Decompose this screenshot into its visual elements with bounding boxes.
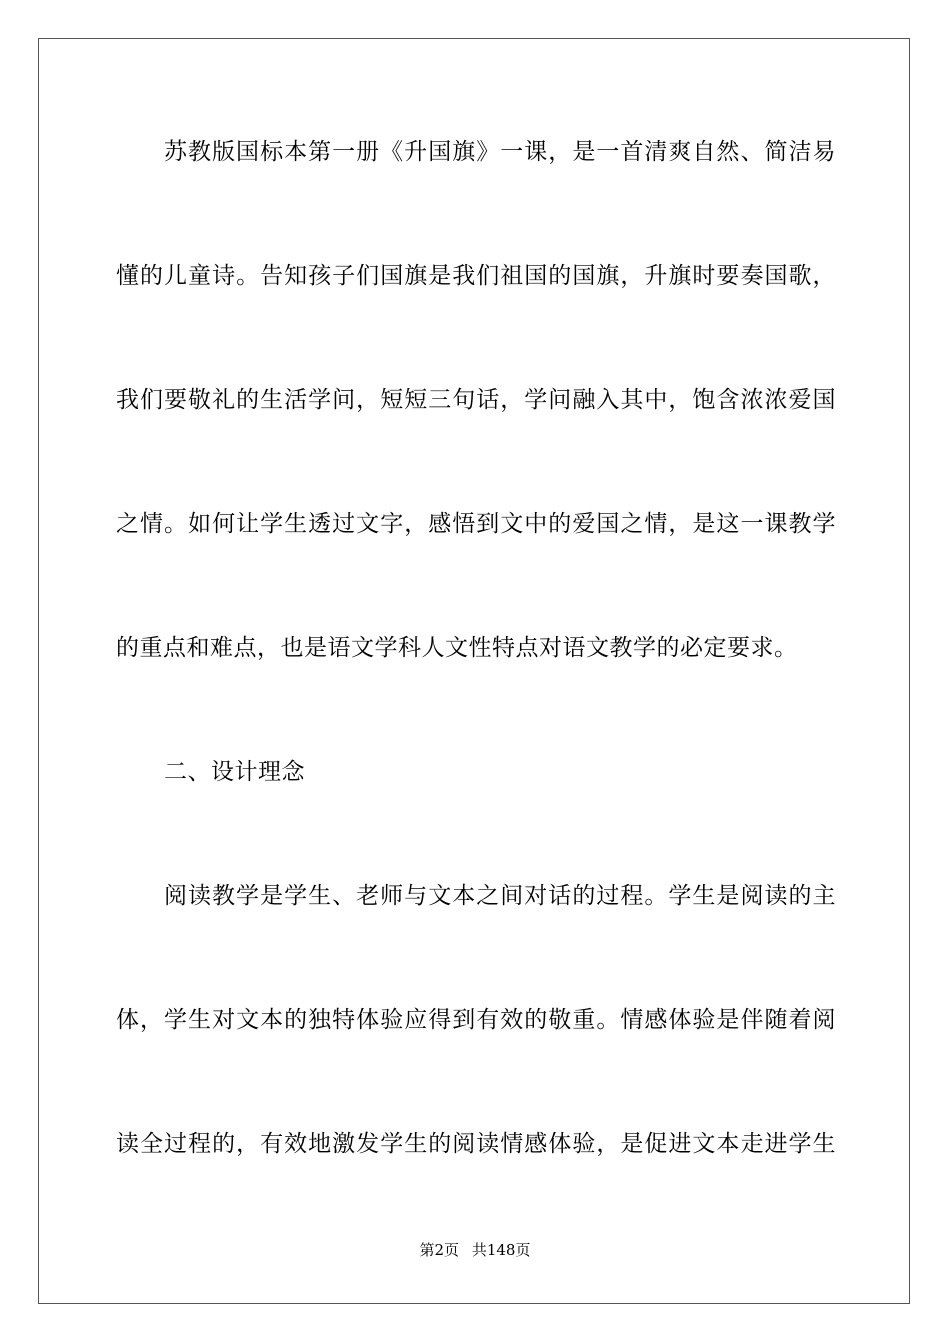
section-heading: 二、设计理念 xyxy=(164,759,305,785)
paragraph-1-line-5: 的重点和难点，也是语文学科人文性特点对语文教学的必定要求。 xyxy=(116,635,798,661)
paragraph-2-line-3: 读全过程的，有效地激发学生的阅读情感体验，是促进文本走进学生 xyxy=(116,1131,836,1157)
paragraph-1-line-3: 我们要敬礼的生活学问，短短三句话，学问融入其中，饱含浓浓爱国 xyxy=(116,387,836,413)
paragraph-1-line-4: 之情。如何让学生透过文字，感悟到文中的爱国之情，是这一课教学 xyxy=(116,511,836,537)
page-footer xyxy=(0,1240,950,1260)
page-total: 共148页 xyxy=(471,1241,531,1259)
page-frame xyxy=(38,38,910,1304)
paragraph-1-line-1: 苏教版国标本第一册《升国旗》一课，是一首清爽自然、简洁易 xyxy=(164,139,836,165)
page-number: 第2页 xyxy=(419,1241,460,1259)
paragraph-2-line-2: 体，学生对文本的独特体验应得到有效的敬重。情感体验是伴随着阅 xyxy=(116,1007,836,1033)
paragraph-1-line-2: 懂的儿童诗。告知孩子们国旗是我们祖国的国旗，升旗时要奏国歌， xyxy=(116,263,836,289)
paragraph-2-line-1: 阅读教学是学生、老师与文本之间对话的过程。学生是阅读的主 xyxy=(164,883,836,909)
